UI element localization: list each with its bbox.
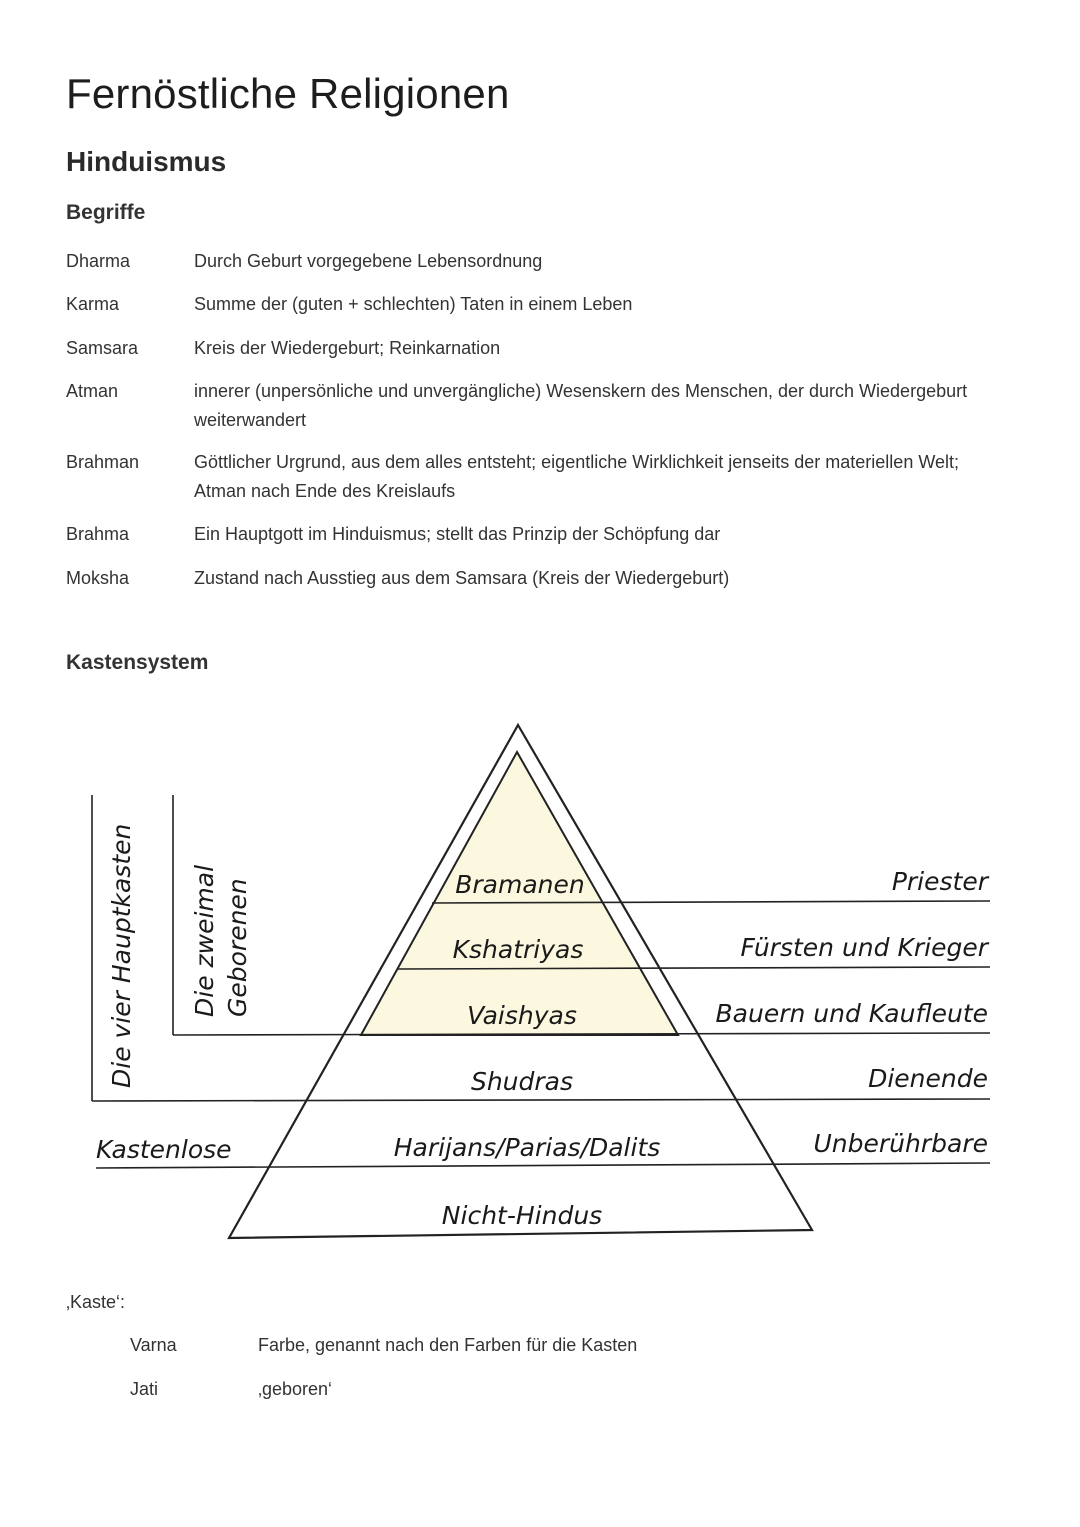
term-label: Dharma bbox=[66, 251, 131, 271]
term-label: Moksha bbox=[66, 568, 130, 588]
caste-pyramid-diagram bbox=[0, 700, 1080, 1260]
term-label: Karma bbox=[66, 294, 120, 314]
bracket-twice-label-line1: Die zweimal bbox=[190, 864, 219, 1017]
kaste-term: Jati bbox=[130, 1379, 159, 1399]
section-title: Hinduismus bbox=[66, 146, 227, 177]
bracket-twice-label-line2: Geborenen bbox=[223, 878, 252, 1017]
level-name: Kshatriyas bbox=[452, 935, 584, 964]
level-name: Vaishyas bbox=[467, 1001, 577, 1030]
level-role: Unberührbare bbox=[813, 1129, 988, 1158]
terms-heading: Begriffe bbox=[66, 201, 146, 224]
bracket-four-label: Die vier Hauptkasten bbox=[107, 823, 136, 1088]
kaste-definition: Farbe, genannt nach den Farben für die Kasten bbox=[258, 1335, 638, 1355]
term-label: Samsara bbox=[66, 338, 139, 358]
level-role: Bauern und Kaufleute bbox=[715, 999, 988, 1028]
level-role: Fürsten und Krieger bbox=[740, 933, 988, 962]
caste-heading: Kastensystem bbox=[66, 651, 209, 674]
level-role: Priester bbox=[891, 867, 988, 896]
term-definition: Ein Hauptgott im Hinduismus; stellt das Prinzip der Schöpfung dar bbox=[194, 524, 721, 544]
term-definition: Kreis der Wiedergeburt; Reinkarnation bbox=[194, 338, 501, 358]
page-title: Fernöstliche Religionen bbox=[66, 70, 510, 117]
level-name: Nicht-Hindus bbox=[441, 1201, 603, 1230]
kaste-definition: ‚geboren‘ bbox=[258, 1379, 333, 1399]
level-name: Harijans/Parias/Dalits bbox=[393, 1133, 661, 1162]
level-role: Dienende bbox=[868, 1064, 988, 1093]
term-definition: innerer (unpersönliche und unvergängliche) Wesenskern des Menschen, der durch Wiedergeburt weiterwandert bbox=[194, 381, 968, 430]
kaste-label: ‚Kaste‘: bbox=[66, 1292, 126, 1312]
term-definition: Göttlicher Urgrund, aus dem alles entsteht; eigentliche Wirklichkeit jenseits der materiellen Welt; Atman nach Ende des Kreislaufs bbox=[194, 452, 959, 501]
level-line-kaufleute bbox=[173, 1033, 990, 1035]
level-line-dienende bbox=[92, 1099, 990, 1101]
term-definition: Zustand nach Ausstieg aus dem Samsara (Kreis der Wiedergeburt) bbox=[194, 568, 730, 588]
level-name: Shudras bbox=[470, 1067, 574, 1096]
level-name: Bramanen bbox=[455, 870, 585, 899]
kaste-term: Varna bbox=[130, 1335, 177, 1355]
casteless-label: Kastenlose bbox=[96, 1135, 232, 1164]
term-label: Brahma bbox=[66, 524, 130, 544]
term-label: Brahman bbox=[66, 452, 140, 472]
term-label: Atman bbox=[66, 381, 119, 401]
term-definition: Summe der (guten + schlechten) Taten in einem Leben bbox=[194, 294, 633, 314]
term-definition: Durch Geburt vorgegebene Lebensordnung bbox=[194, 251, 543, 271]
